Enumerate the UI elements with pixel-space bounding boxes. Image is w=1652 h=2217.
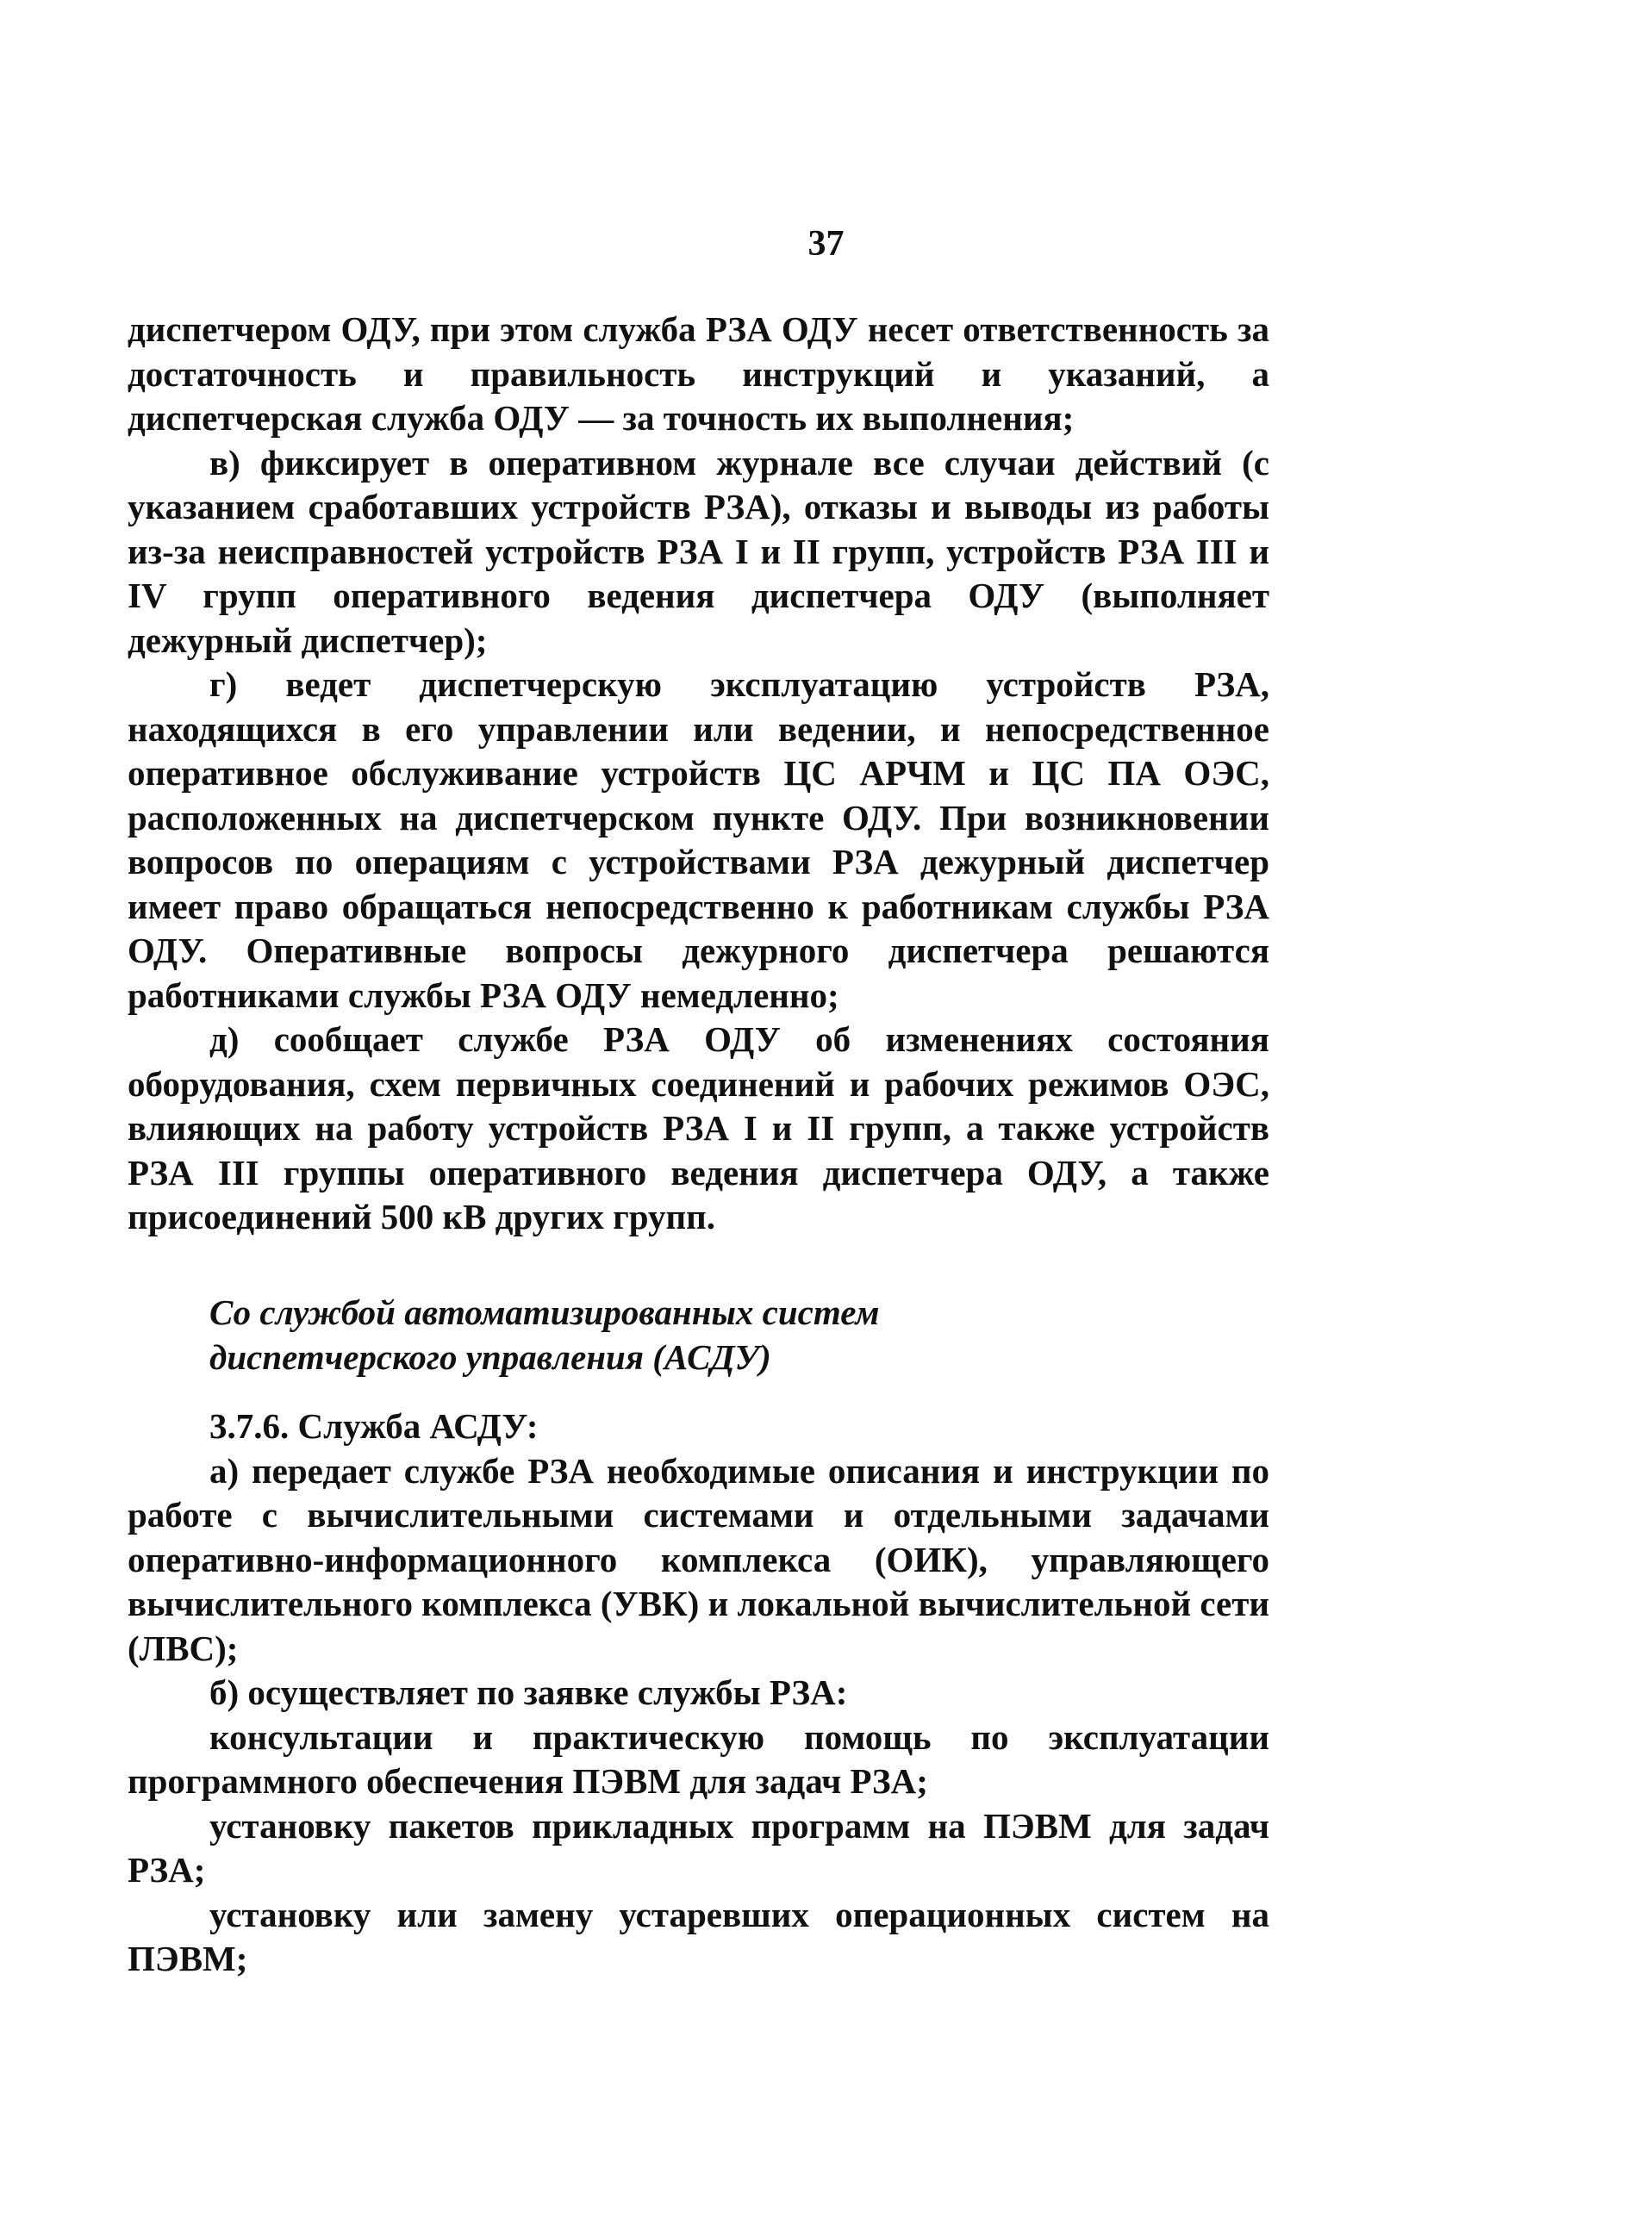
page-number: 37 xyxy=(807,224,845,264)
paragraph-sub-install-packages: установку пакетов прикладных программ на ПЭВМ для задач РЗА; xyxy=(128,1805,1269,1890)
text-block-top xyxy=(128,308,1269,1240)
paragraph-item-g: г) ведет диспетчерскую эксплуатацию устройств РЗА, находящихся в его управлении или ведении, и непосредственное оперативное обслуживание устройств ЦС АРЧМ и ЦС ПА ОЭС, расположенных на диспетчерском пункте ОДУ. При возникновении вопросов по операциям с устройствами РЗА дежурный диспетчер имеет право обращаться непосредственно к работникам службы РЗА ОДУ. Оперативные вопросы дежурного диспетчера решаются работниками службы РЗА ОДУ немедленно; xyxy=(128,664,1269,1015)
paragraph-item-v: в) фиксирует в оперативном журнале все случаи действий (с указанием сработавших устройств РЗА), отказы и выводы из работы из-за неисправностей устройств РЗА I и II групп, устройств РЗА III и IV групп оперативного ведения диспетчера ОДУ (выполняет дежурный диспетчер); xyxy=(128,442,1269,660)
paragraph-item-d: д) сообщает службе РЗА ОДУ об изменениях состояния оборудования, схем первичных соединений и рабочих режимов ОЭС, влияющих на работу устройств РЗА I и II групп, а также устройств РЗА III группы оперативного ведения диспетчера ОДУ, а также присоединений 500 кВ других групп. xyxy=(128,1019,1269,1236)
clause-title: 3.7.6. Служба АСДУ: xyxy=(209,1406,539,1446)
paragraph-item-b: б) осуществляет по заявке службы РЗА: xyxy=(209,1672,848,1712)
paragraph-continuation: диспетчером ОДУ, при этом служба РЗА ОДУ несет ответственность за достаточность и правильность инструкций и указаний, а диспетчерская служба ОДУ — за точность их выполнения; xyxy=(128,309,1269,438)
paragraph-sub-consultations: консультации и практическую помощь по эксплуатации программного обеспечения ПЭВМ для задач РЗА; xyxy=(128,1716,1269,1801)
text-block-bottom xyxy=(128,1404,1269,1982)
paragraph-sub-replace-os: установку или замену устаревших операционных систем на ПЭВМ; xyxy=(128,1894,1269,1978)
section-heading-line-2: диспетчерского управления (АСДУ) xyxy=(209,1337,771,1377)
section-heading xyxy=(209,1290,1269,1379)
paragraph-item-a: а) передает службе РЗА необходимые описания и инструкции по работе с вычислительными системами и отдельными задачами оперативно-информационного комплекса (ОИК), управляющего вычислительного комплекса (УВК) и локальной вычислительной сети (ЛВС); xyxy=(128,1450,1269,1668)
section-heading-line-1: Со службой автоматизированных систем xyxy=(209,1292,880,1332)
